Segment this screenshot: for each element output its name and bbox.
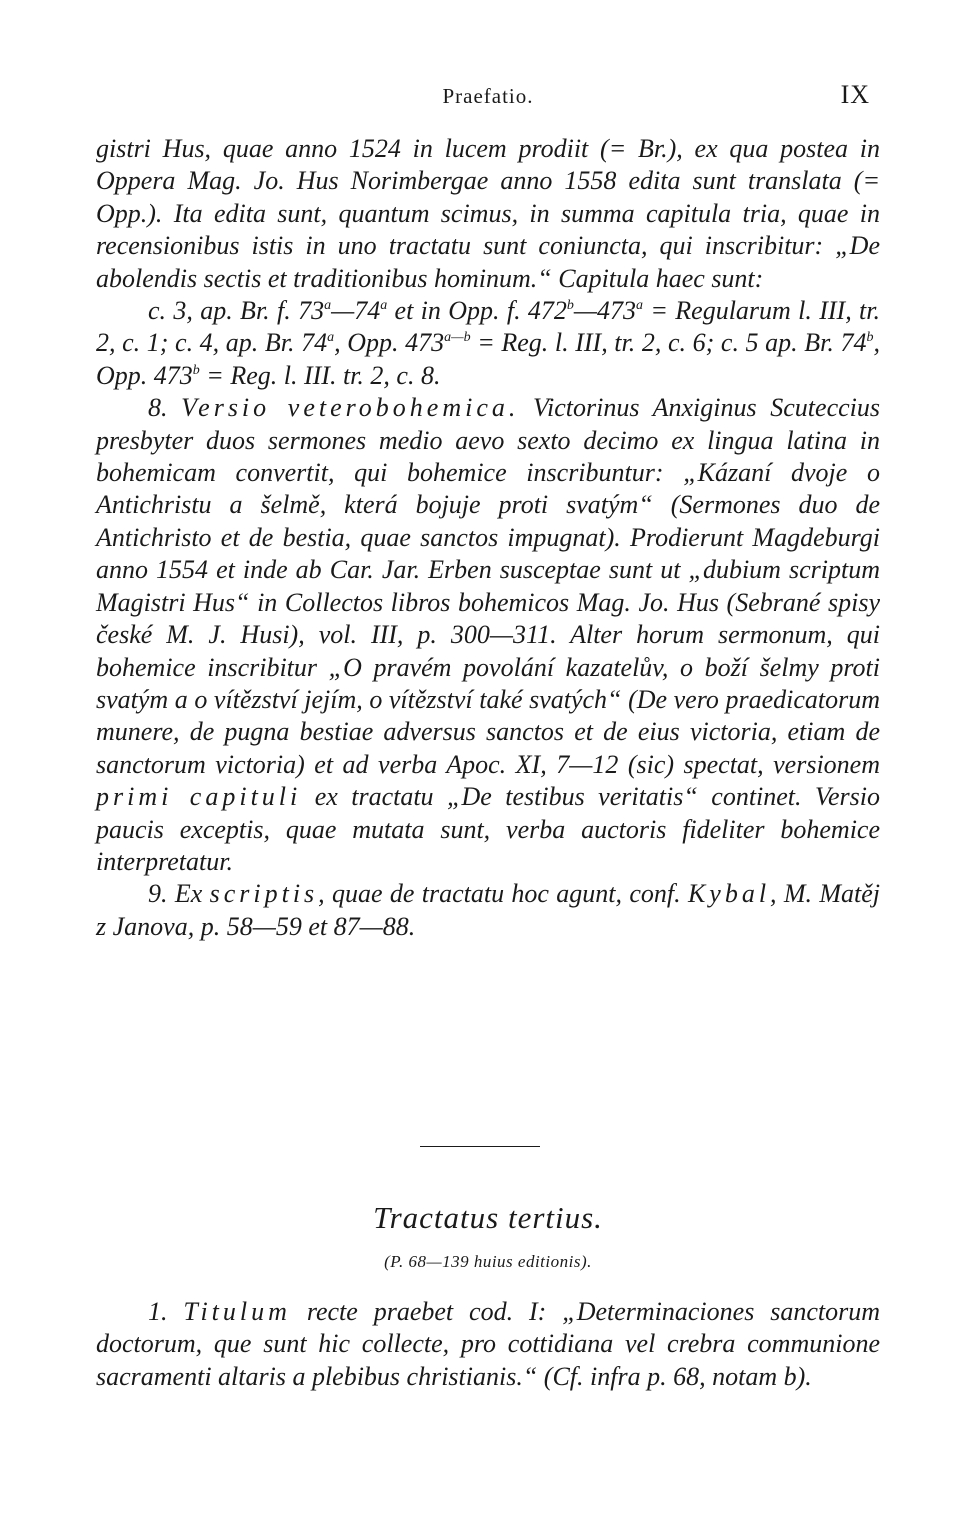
running-head xyxy=(96,80,880,116)
spaced-author: Kybal xyxy=(687,879,771,909)
section-body xyxy=(96,1296,880,1393)
superscript: b xyxy=(866,330,874,346)
text-run: = Regularum l. III, tr. 2, c. 1; c. 4, ap. Br. 74 xyxy=(96,296,880,358)
paragraph-number: 1. xyxy=(148,1297,184,1326)
paragraph-number: 8. xyxy=(148,393,182,423)
text-run: —74 xyxy=(331,296,381,326)
paragraph-continuation: gistri Hus, quae anno 1524 in lucem prodiit (= Br.), ex qua postea in Oppera Mag. Jo. Hus Norimbergae anno 1558 edita sunt translata (= Opp.). Ita edita sunt, quantum scimus, in summa capitula tria, quae in recensionibus istis in uno tractatu sunt coniuncta, qui inscribitur: „De abolendis sectis et traditionibus hominum.“ Capitula haec sunt: xyxy=(96,134,880,293)
superscript: a—b xyxy=(444,330,471,346)
text-run: = Reg. l. III, tr. 2, c. 6; c. 5 ap. Br. 74 xyxy=(470,328,867,358)
paragraph-scripta xyxy=(96,878,880,943)
section-divider xyxy=(420,1146,540,1147)
spaced-heading: scriptis xyxy=(209,879,319,909)
running-title: Praefatio. xyxy=(442,84,534,108)
text-run: , quae de tractatu hoc agunt, conf. xyxy=(318,879,688,909)
superscript: a xyxy=(327,330,335,346)
page-number: IX xyxy=(840,80,870,109)
spaced-heading: Versio veterobohemica. xyxy=(181,393,520,423)
spaced-heading: Titulum xyxy=(183,1297,291,1326)
text-run: , Opp. 473 xyxy=(334,328,445,358)
paragraph-versio xyxy=(96,392,880,878)
paragraph-number: 9. Ex xyxy=(148,879,210,909)
superscript: a xyxy=(636,298,644,314)
superscript: a xyxy=(380,298,388,314)
spaced-emphasis: primi capituli xyxy=(96,782,302,812)
superscript: b xyxy=(192,362,200,378)
text-run: et in Opp. f. 472 xyxy=(387,296,567,326)
text-run: = Reg. l. III. tr. 2, c. 8. xyxy=(199,360,441,390)
text-run: Victorinus Anxiginus Scuteccius presbyter duos sermones medio aevo sexto decimo ex lingua latina in bohemicam convertit, qui bohemice inscribuntur: „Kázaní dvoje o Antichristu a šelmě, která bojuje proti svatým“ (Sermones duo de Antichristo et de bestia, quae sanctos impugnat). Prodierunt Magdeburgi anno 1554 et inde ab Car. Jar. Erben susceptae sunt ut „dubium scriptum Magistri Hus“ in Collectos libros bohemicos Mag. Jo. Hus (Sebrané spisy české M. J. Husi), vol. III, p. 300—311. Alter horum sermonum, qui bohemice inscribitur „O pravém povolání kazatelův, o boží šelmy proti svatým a o vítězství jejím, o vítězství také svatých“ (De vero praedicatorum munere, de pugna bestiae adversus sanctos et de eius victoria, etiam de sanctorum victoria) et ad verba Apoc. XI, 7—12 (sic) spectat, versionem xyxy=(96,393,880,779)
preface-body xyxy=(96,133,880,943)
text-run: , M. Matěj z Janova, p. 58—59 et 87—88. xyxy=(96,879,881,941)
text-run: ex tractatu „De testibus veritatis“ continet. Versio paucis exceptis, quae mutata sunt, verba auctoris fideliter bohemice interpretatur. xyxy=(96,782,880,876)
paragraph-chapter-list xyxy=(96,295,880,392)
superscript: b xyxy=(566,298,574,314)
section-title: Tractatus tertius. xyxy=(373,1200,603,1235)
paragraph-titulus xyxy=(96,1296,880,1393)
text-run: —473 xyxy=(573,296,637,326)
text-run: , Opp. 473 xyxy=(96,328,881,390)
section-subtitle: (P. 68—139 huius editionis). xyxy=(384,1252,592,1271)
text-run: c. 3, ap. Br. f. 73 xyxy=(148,296,325,326)
superscript: a xyxy=(324,298,332,314)
text-run: recte praebet cod. I: „Determinaciones sanctorum doctorum, que sunt hic collecte, pro cottidiana vel crebra communione sacramenti altaris a plebibus christianis.“ (Cf. infra p. 68, notam b). xyxy=(96,1297,881,1391)
